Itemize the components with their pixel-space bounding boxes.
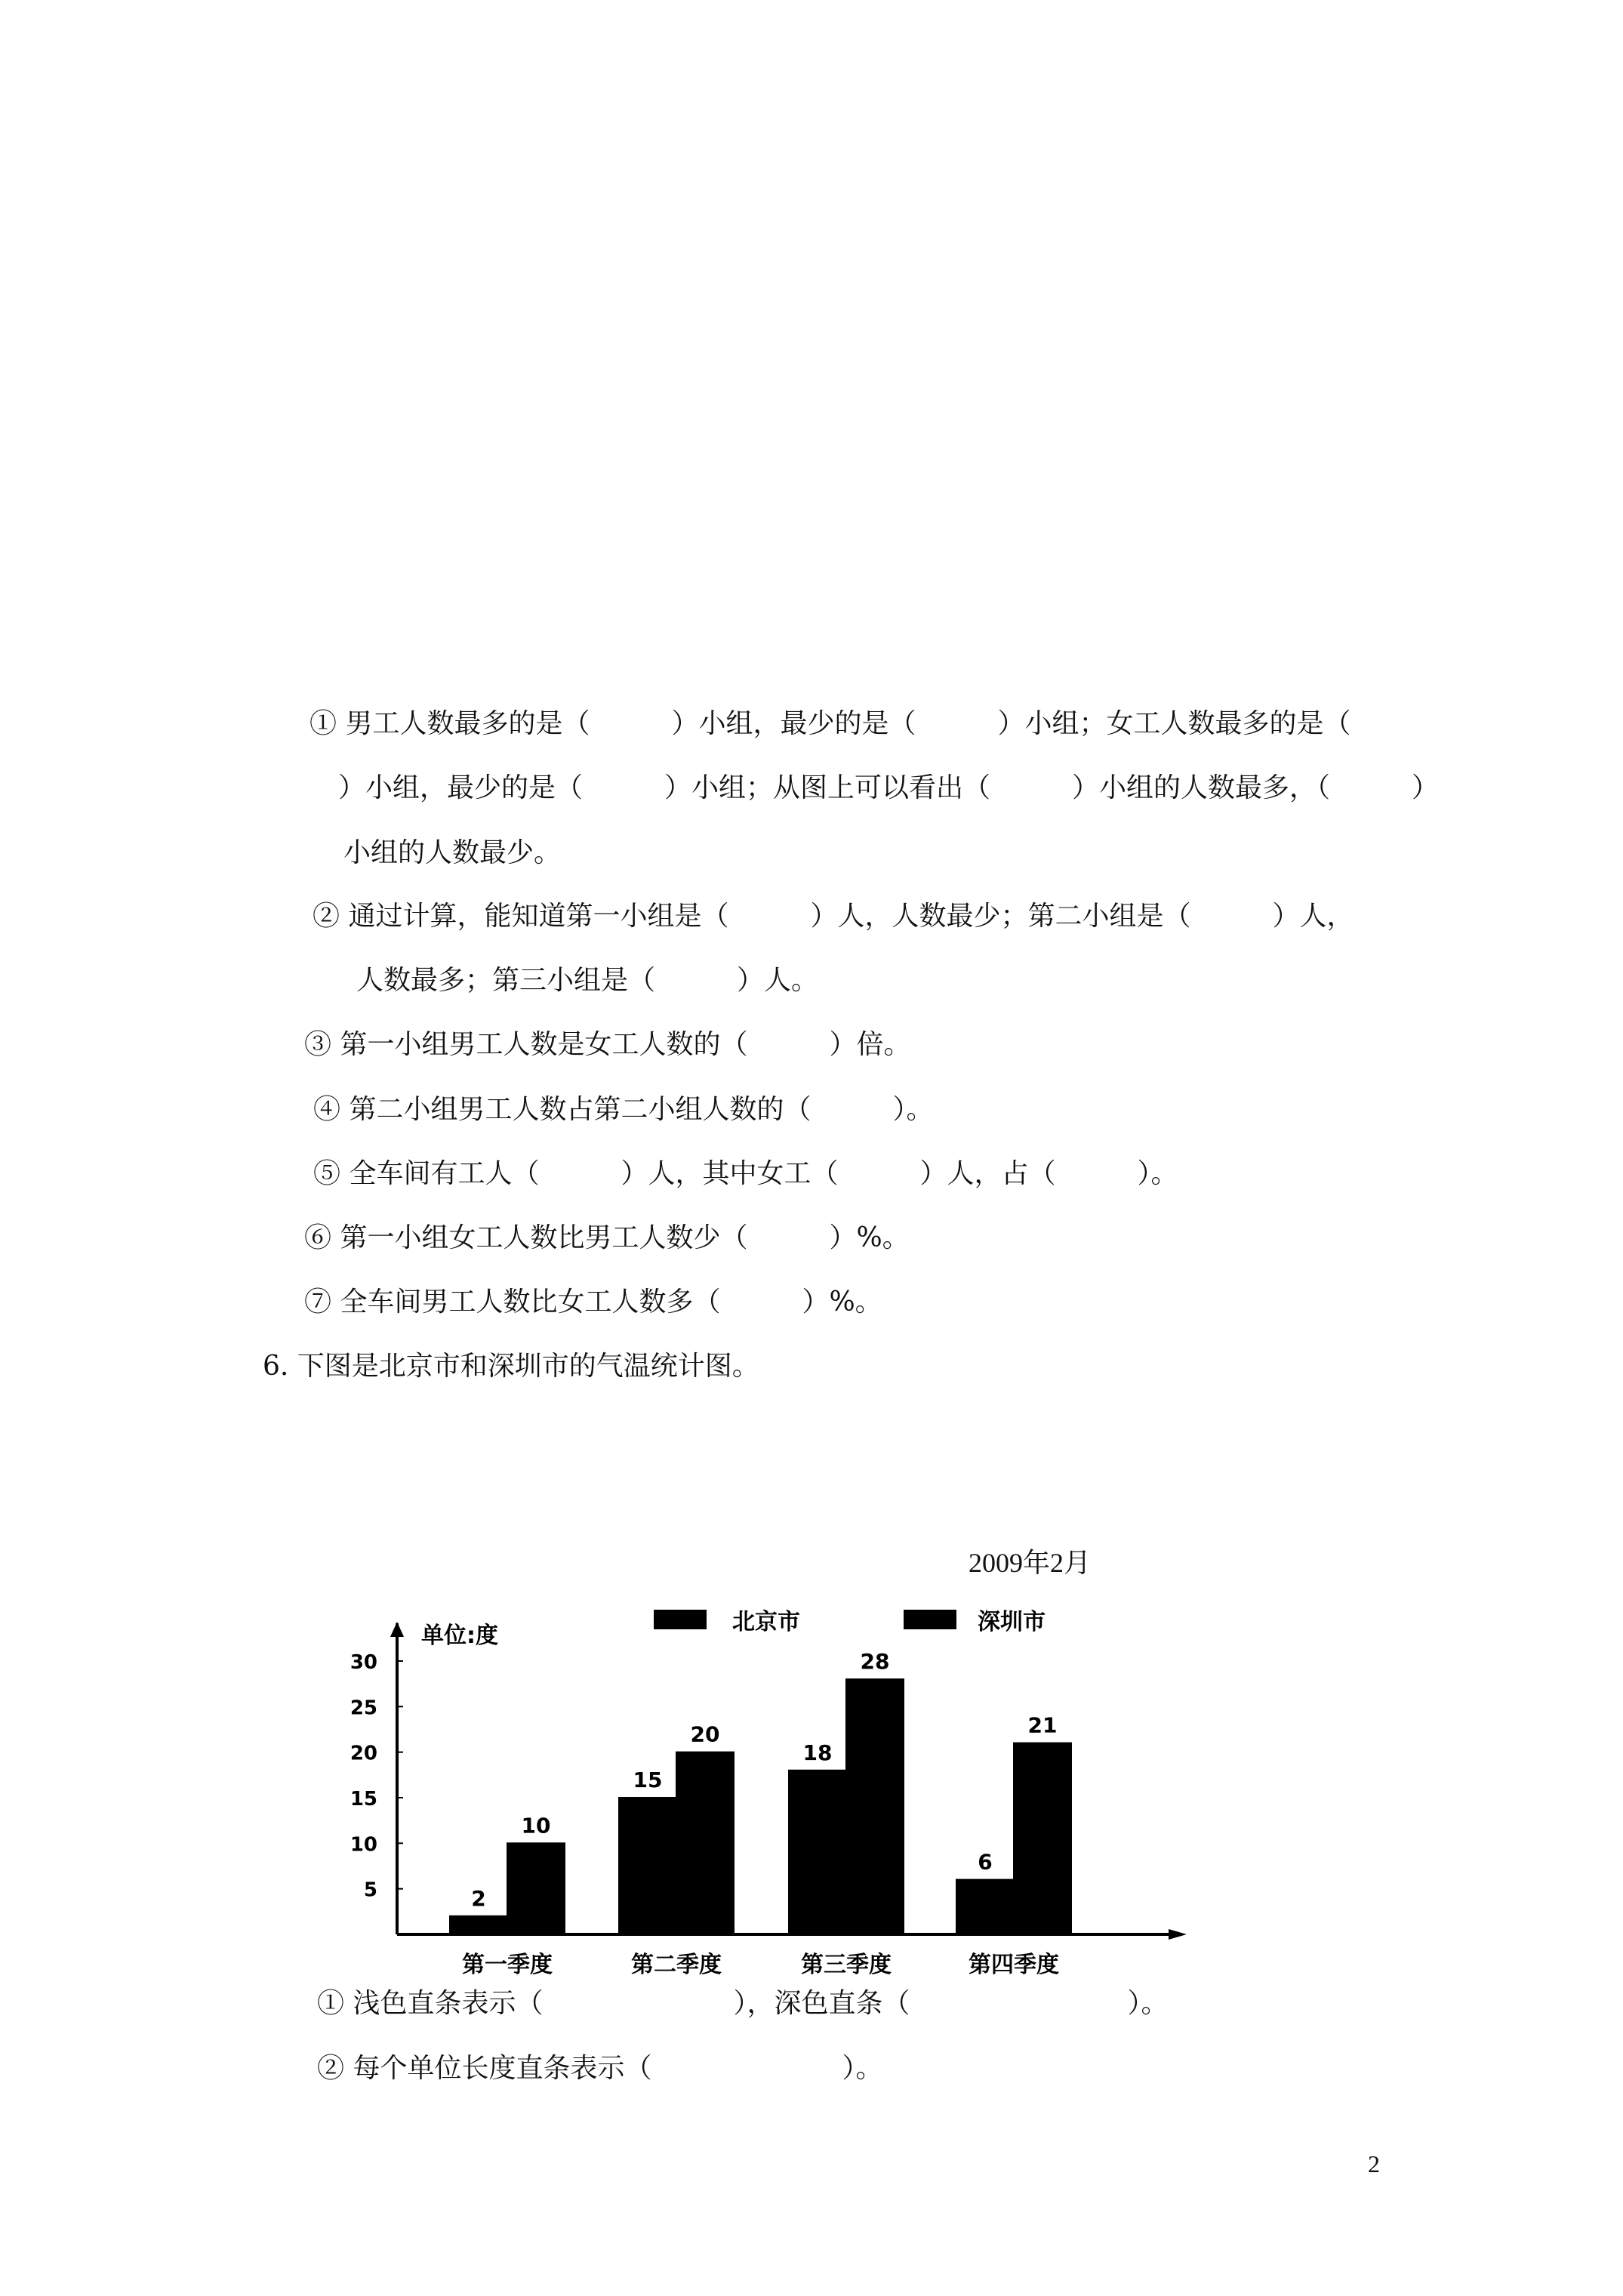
question-5-4: ④ 第二小组男工人数占第二小组人数的（ ）。 bbox=[313, 1094, 934, 1125]
bar-data-label: 10 bbox=[521, 1813, 551, 1838]
question-5-1-line-b: ）小组，最少的是（ ）小组；从图上可以看出（ ）小组的人数最多，（ ） bbox=[338, 772, 1440, 803]
problem-6-title: 6. 下图是北京市和深圳市的气温统计图。 bbox=[263, 1351, 759, 1382]
bar-beijing bbox=[619, 1798, 676, 1934]
question-5-1-line-c: 小组的人数最少。 bbox=[343, 837, 562, 868]
x-category-label: 第四季度 bbox=[969, 1952, 1059, 1978]
y-unit-label: 单位:度 bbox=[421, 1623, 498, 1649]
question-5-2-line-a: ② 通过计算，能知道第一小组是（ ）人，人数最少；第二小组是（ ）人， bbox=[313, 901, 1354, 932]
question-6-1: ① 浅色直条表示（ ），深色直条（ ）。 bbox=[317, 1988, 1169, 2019]
legend-swatch-2 bbox=[904, 1610, 956, 1629]
x-axis-arrow bbox=[1169, 1929, 1187, 1940]
question-5-1-line-a: ① 男工人数最多的是（ ）小组，最少的是（ ）小组；女工人数最多的是（ bbox=[310, 708, 1351, 739]
y-tick-label: 10 bbox=[350, 1833, 377, 1857]
bar-shenzhen bbox=[507, 1843, 565, 1934]
y-tick-label: 5 bbox=[363, 1878, 377, 1902]
x-category-label: 第二季度 bbox=[631, 1952, 722, 1978]
y-tick-label: 20 bbox=[350, 1742, 377, 1765]
bar-beijing bbox=[450, 1916, 507, 1934]
y-tick-label: 15 bbox=[350, 1788, 377, 1811]
bar-data-label: 6 bbox=[978, 1849, 993, 1875]
chart-date: 2009年2月 bbox=[969, 1548, 1092, 1578]
bar-data-label: 21 bbox=[1027, 1712, 1058, 1738]
bar-data-label: 18 bbox=[802, 1740, 833, 1765]
bar-data-label: 20 bbox=[690, 1721, 720, 1747]
question-5-6: ⑥ 第一小组女工人数比男工人数少（ ）%。 bbox=[304, 1222, 910, 1253]
y-axis-arrow bbox=[390, 1622, 404, 1637]
bar-data-label: 2 bbox=[471, 1885, 486, 1911]
question-5-3: ③ 第一小组男工人数是女工人数的（ ）倍。 bbox=[304, 1029, 911, 1060]
legend-label-1: 北京市 bbox=[732, 1609, 800, 1635]
question-6-2: ② 每个单位长度直条表示（ ）。 bbox=[317, 2053, 883, 2084]
bar-shenzhen bbox=[846, 1679, 904, 1934]
x-category-label: 第三季度 bbox=[801, 1952, 892, 1978]
bar-shenzhen bbox=[1014, 1743, 1071, 1934]
question-5-2-line-b: 人数最多；第三小组是（ ）人。 bbox=[356, 965, 819, 996]
bar-shenzhen bbox=[676, 1752, 734, 1934]
question-5-7: ⑦ 全车间男工人数比女工人数多（ ）%。 bbox=[304, 1287, 882, 1318]
bar-beijing bbox=[956, 1880, 1014, 1934]
question-5-5: ⑤ 全车间有工人（ ）人，其中女工（ ）人，占（ ）。 bbox=[313, 1158, 1178, 1189]
bar-data-label: 15 bbox=[633, 1767, 663, 1792]
y-tick-label: 30 bbox=[350, 1651, 377, 1674]
x-category-label: 第一季度 bbox=[462, 1952, 553, 1978]
legend-label-2: 深圳市 bbox=[978, 1609, 1046, 1635]
bar-beijing bbox=[789, 1771, 846, 1934]
y-tick-label: 25 bbox=[350, 1697, 377, 1720]
page-number: 2 bbox=[1368, 2150, 1380, 2177]
legend-swatch-1 bbox=[654, 1610, 707, 1629]
bar-data-label: 28 bbox=[860, 1649, 890, 1675]
